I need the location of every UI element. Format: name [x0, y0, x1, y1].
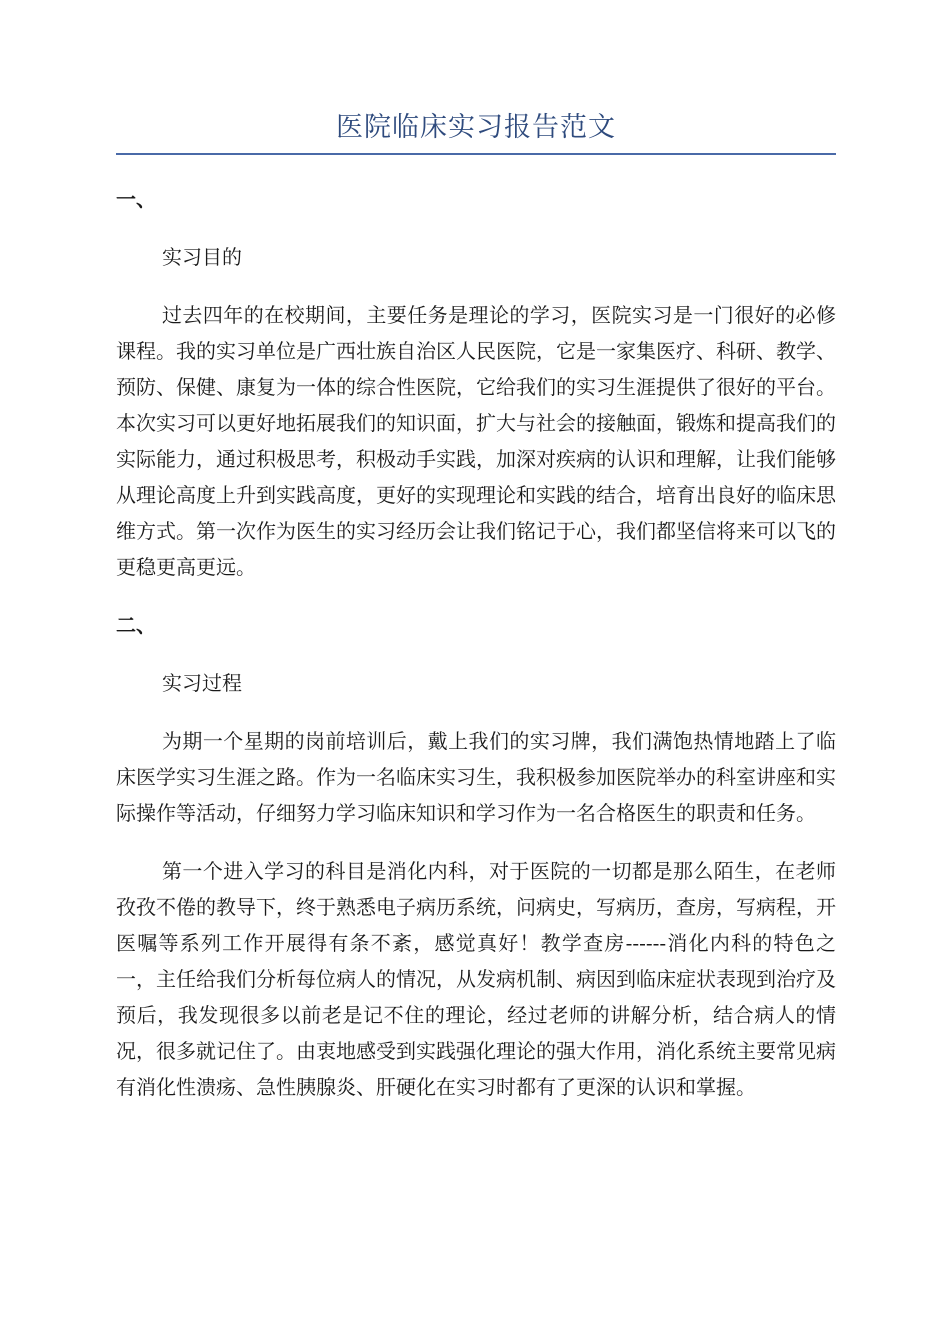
document-page	[116, 108, 836, 1105]
paragraph: 为期一个星期的岗前培训后，戴上我们的实习牌，我们满饱热情地踏上了临床医学实习生涯之路。作为一名临床实习生，我积极参加医院举办的科室讲座和实际操作等活动，仔细努力学习临床知识和学习作为一名合格医生的职责和任务。	[116, 729, 836, 825]
section-number: 二、	[116, 613, 156, 637]
paragraph: 过去四年的在校期间，主要任务是理论的学习，医院实习是一门很好的必修课程。我的实习单位是广西壮族自治区人民医院，它是一家集医疗、科研、教学、预防、保健、康复为一体的综合性医院，它给我们的实习生涯提供了很好的平台。本次实习可以更好地拓展我们的知识面，扩大与社会的接触面，锻炼和提高我们的实际能力，通过积极思考，积极动手实践，加深对疾病的认识和理解，让我们能够从理论高度上升到实践高度，更好的实现理论和实践的结合，培育出良好的临床思维方式。第一次作为医生的实习经历会让我们铭记于心，我们都坚信将来可以飞的更稳更高更远。	[116, 303, 836, 579]
document-title: 医院临床实习报告范文	[336, 112, 616, 143]
section-2	[116, 607, 836, 1105]
section-heading: 实习目的	[162, 245, 242, 269]
section-1	[116, 181, 836, 585]
section-number: 一、	[116, 187, 156, 211]
section-heading: 实习过程	[162, 671, 242, 695]
paragraph: 第一个进入学习的科目是消化内科，对于医院的一切都是那么陌生，在老师孜孜不倦的教导下，终于熟悉电子病历系统，问病史，写病历，查房，写病程，开医嘱等系列工作开展得有条不紊，感觉真好！教学查房------消化内科的特色之一，主任给我们分析每位病人的情况，从发病机制、病因到临床症状表现到治疗及预后，我发现很多以前老是记不住的理论，经过老师的讲解分析，结合病人的情况，很多就记住了。由衷地感受到实践强化理论的强大作用，消化系统主要常见病有消化性溃疡、急性胰腺炎、肝硬化在实习时都有了更深的认识和掌握。	[116, 859, 836, 1099]
title-underline	[116, 153, 836, 155]
